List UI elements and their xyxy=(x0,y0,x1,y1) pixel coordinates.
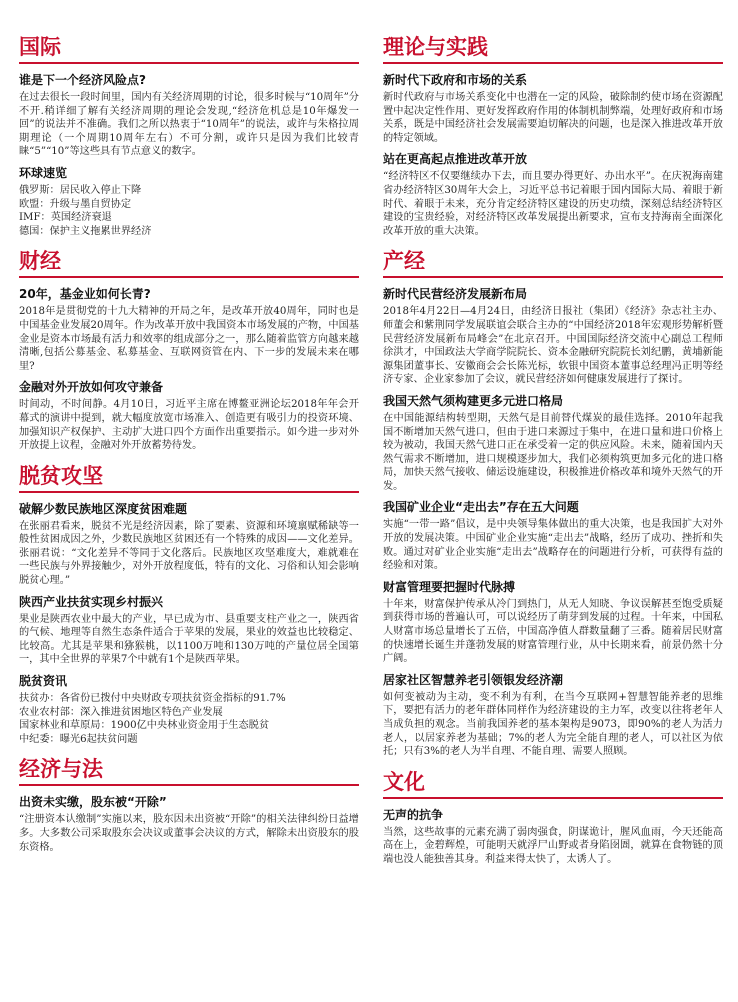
article xyxy=(383,393,723,494)
article xyxy=(19,594,359,667)
article-body: 新时代政府与市场关系变化中也潜在一定的风险，破除制约使市场在资源配置中起决定性作用、更好发挥政府作用的体制机制弊端，处理好政府和市场关系，既是中国经济社会发展需要迫切解决的问题，也是深入推进改革开放的特定领域。 xyxy=(383,92,723,144)
section-finance xyxy=(19,244,359,452)
brief-box xyxy=(19,673,359,746)
article-body: “经济特区不仅要继续办下去，而且要办得更好、办出水平”。在庆祝海南建省办经济特区30周年大会上，习近平总书记着眼于国内国际大局、着眼于新时代、着眼于未来，充分肯定经济特区建设的历史功绩，深刻总结经济特区建设的宝贵经验，对经济特区改革发展提出新要求，宣布支持海南全面深化改革开放的重大决策。 xyxy=(383,171,723,237)
section-heading[interactable]: 文化 xyxy=(383,765,723,799)
article-title[interactable]: 站在更高起点推进改革开放 xyxy=(383,152,528,167)
article-body: 当然，这些故事的元素充满了弱肉强食，阴谋诡计，腥风血雨，今天还能高高在上，金碧辉煌，可能明天就浮尸山野或者身陷囹圄，就算在食物链的顶端也没人能独善其身。利益来得太快了，太诱人了。 xyxy=(383,826,723,865)
article-body: 在过去很长一段时间里，国内有关经济周期的讨论，很多时候与“10周年”分不开.稍详细了解有关经济周期的理论会发现,“经济危机总是10年爆发一回”的说法并不准确。我们之所以热衷于“10周年”的说法，或许与朱格拉周期理论（一个周期10周年左右）不可分割，或许只是因为我们比较青睐“5”“10”等这些具有节点意义的数字。 xyxy=(19,92,359,158)
article-body: 时间动，不时间静。4月10日，习近平主席在博鳌亚洲论坛2018年年会开幕式的演讲中提到，就大幅度放宽市场准入、创造更有吸引力的投资环境、加强知识产权保护、主动扩大进口四个方面作出重要指示。如今进一步对外开放提上议程，金融对外开放蓄势待发。 xyxy=(19,399,359,452)
article-body: 如何变被动为主动，变不利为有利，在当今互联网+智慧智能养老的思维下，要把有活力的老年群体同样作为经济建设的主力军，改变以往将老年人当成负担的观念。当前我国养老的基本架构是9073，即90%的老人为活力老人，以居家养老为基础；7%的老人为完全能自理的老人，可以社区为依托；只有3%的老人为半自理、不能自理、需要人照顾。 xyxy=(383,691,723,758)
article-body: 2018年是贯彻党的十九大精神的开局之年，是改革开放40周年，同时也是中国基金业发展20周年。作为改革开放中我国资本市场发展的产物，中国基金业是资本市场最有活力和效率的组成部分之一，那么随着监管方向越来越清晰,包括公募基金、私募基金、互联网资管在内、下一步的发展未来在哪里? xyxy=(19,306,359,372)
section-heading[interactable]: 经济与法 xyxy=(19,752,359,786)
section-heading[interactable]: 国际 xyxy=(19,30,359,64)
article-title[interactable]: 新时代下政府和市场的关系 xyxy=(383,73,528,87)
list-item: 国家林业和草原局：1900亿中央林业资金用于生态脱贫 xyxy=(19,720,270,732)
article-body: “注册资本认缴制”实施以来，股东因未出资被“开除”的相关法律纠纷日益增多。大多数公司采取股东会决议或董事会决议的方式，解除未出资股东的股东资格。 xyxy=(19,814,359,853)
article-title[interactable]: 我国矿业企业“走出去”存在五大问题 xyxy=(383,500,579,515)
section-poverty xyxy=(19,459,359,747)
section-theory xyxy=(383,30,723,238)
list-item: 扶贫办：各省份已拨付中央财政专项扶贫资金指标的91.7% xyxy=(19,693,286,705)
article xyxy=(383,672,723,759)
article-title[interactable]: 环球速览 xyxy=(19,165,68,180)
article xyxy=(383,151,723,238)
article xyxy=(19,286,359,373)
article-title[interactable]: 无声的抗争 xyxy=(383,807,444,822)
left-column xyxy=(19,30,359,860)
article-title[interactable]: 破解少数民族地区深度贫困难题 xyxy=(19,501,188,516)
article xyxy=(19,501,359,588)
article-title[interactable]: 出资未实缴，股东被“开除” xyxy=(19,795,167,810)
section-heading[interactable]: 脱贫攻坚 xyxy=(19,459,359,493)
list-item: 中纪委：曝光6起扶贫问题 xyxy=(19,733,138,745)
article-title[interactable]: 陕西产业扶贫实现乡村振兴 xyxy=(19,594,164,609)
article-body: 实施“一带一路”倡议，是中央领导集体做出的重大决策，也是我国扩大对外开放的发展决策。中国矿业企业实施“走出去”战略，经历了成功、挫折和失败。通过对矿业企业实施“走出去”战略存在的问题进行分析，可获得有益的经验和对策。 xyxy=(383,519,723,572)
article-title[interactable]: 新时代民营经济发展新布局 xyxy=(383,287,528,302)
section-culture xyxy=(383,765,723,867)
article-body: 十年来，财富保护传承从冷门到热门，从无人知晓、争议误解甚至饱受质疑到获得市场的普遍认可，可以说经历了萌芽到发展的过程。十年来，中国私人财富市场总量增长了五倍，中国高净值人群数量翻了三番。随着居民财富的快速增长诞生并蓬勃发展的财富管理行业，从中长期来看，前景仍然十分广阔。 xyxy=(383,598,723,665)
article xyxy=(383,286,723,387)
section-industry xyxy=(383,244,723,758)
article-body: 在中国能源结构转型期，天然气是目前替代煤炭的最佳选择。2010年起我国不断增加天然气进口，但由于进口来源过于集中，在进口量和进口价格上较为被动，我国天然气进口正在承受着一定的供应风险。未来，随着国内天然气需求不断增加，进口规模逐步加大，我们必须构筑更加多元化的进口格局，加快天然气接收、储运设施建设，积极推进价格改革和境外天然气的开发。 xyxy=(383,412,723,492)
article-title[interactable]: 居家社区智慧养老引领银发经济潮 xyxy=(383,672,564,687)
list-item: 德国：保护主义拖累世界经济 xyxy=(19,225,152,237)
article-title[interactable]: 谁是下一个经济风险点? xyxy=(19,73,146,87)
article-title[interactable]: 我国天然气须构建更多元进口格局 xyxy=(383,393,564,408)
article xyxy=(383,807,723,867)
brief-list xyxy=(19,184,359,238)
section-law xyxy=(19,752,359,854)
article xyxy=(19,794,359,854)
section-international xyxy=(19,30,359,238)
right-column xyxy=(383,30,723,873)
list-item: 农业农村部：深入推进贫困地区特色产业发展 xyxy=(19,706,223,718)
article xyxy=(19,72,359,159)
article-title[interactable]: 20年，基金业如何长青? xyxy=(19,287,151,302)
article-body: 2018年4月22日—4月24日，由经济日报社（集团）《经济》杂志社主办、师董会和紫荆同学发展联谊会联合主办的“中国经济2018年宏观形势解析暨民营经济发展新布局峰会”在北京召开。中国国际经济交流中心副总工程师徐洪才，中国政法大学商学院院长、资本金融研究院院长刘纪鹏，黄埔新能源集团董事长、安徽商会会长陈光标，软银中国资本董事总经理冯正明等经济专家、企业家参加了会议，就民营经济如何健康发展进行了探讨。 xyxy=(383,306,723,386)
article xyxy=(383,499,723,572)
article xyxy=(383,72,723,145)
article xyxy=(19,379,359,452)
section-heading[interactable]: 产经 xyxy=(383,244,723,278)
article-body: 果业是陕西农业中最大的产业，早已成为市、县重要支柱产业之一，陕西省的气候、地理等自然生态条件适合于苹果的发展，果业的效益也比较稳定、比较高。尤其是苹果和猕猴桃，以1100万吨和130万吨的产量位居全国第一，其中全世界的苹果7个中就有1个是陕西苹果。 xyxy=(19,613,359,666)
list-item: 欧盟：升级与墨自贸协定 xyxy=(19,198,132,210)
section-heading[interactable]: 财经 xyxy=(19,244,359,278)
article-body: 在张丽君看来，脱贫不光是经济因素，除了要素、资源和环境禀赋稀缺等一般性贫困成因之外，少数民族地区贫困还有一个特殊的成因——文化差异。张丽君说：“文化差异不等同于文化落后。民族地区攻坚难度大，难就难在一些民族与外界接触少，对外开放程度低，特有的文化、习俗和认知会影响脱贫心理。” xyxy=(19,520,359,587)
brief-list xyxy=(19,692,359,746)
article-title[interactable]: 脱贫资讯 xyxy=(19,674,68,689)
list-item: 俄罗斯：居民收入停止下降 xyxy=(19,184,142,196)
section-heading[interactable]: 理论与实践 xyxy=(383,30,723,64)
article-title[interactable]: 金融对外开放如何攻守兼备 xyxy=(19,380,164,395)
list-item: IMF：英国经济衰退 xyxy=(19,212,112,224)
article-title[interactable]: 财富管理要把握时代脉搏 xyxy=(383,579,516,594)
brief-box xyxy=(19,165,359,238)
article xyxy=(383,579,723,666)
